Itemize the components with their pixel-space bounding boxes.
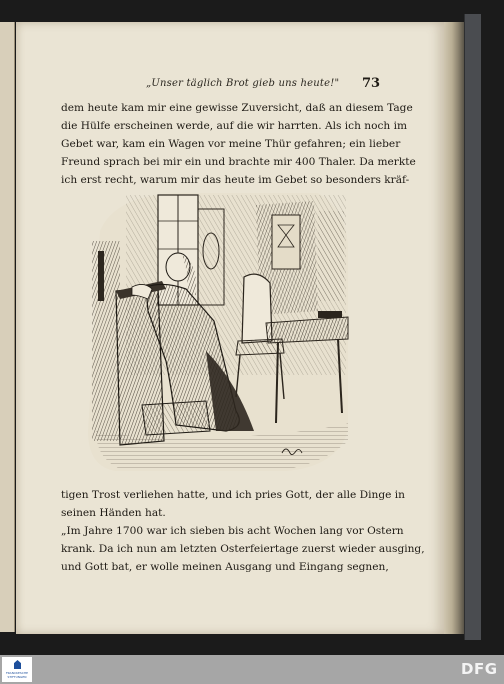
paragraph-top xyxy=(61,99,416,189)
running-head: „Unser täglich Brot gieb uns heute!" xyxy=(146,78,340,89)
text-line: und Gott bat, er wolle meinen Ausgang und Eingang segnen, xyxy=(61,561,389,573)
book-cover xyxy=(464,14,481,640)
text-line: Gebet war, kam ein Wagen vor meine Thür gefahren; ein lieber xyxy=(61,138,401,150)
text-line: dem heute kam mir eine gewisse Zuversicht, daß an diesem Tage xyxy=(61,102,413,114)
text-line: ich erst recht, warum mir das heute im Gebet so besonders kräf- xyxy=(61,174,410,186)
page-number: 73 xyxy=(362,76,381,91)
footer-bar xyxy=(0,655,504,684)
text-line: die Hülfe erscheinen werde, auf die wir harrten. Als ich noch im xyxy=(61,120,408,132)
paragraph-bottom xyxy=(61,486,425,576)
prayer-engraving xyxy=(86,191,352,473)
francke-logo-text: FRANCKESCHE STIFTUNGEN xyxy=(5,671,29,679)
previous-page-edge xyxy=(0,22,15,632)
francke-logo xyxy=(2,657,32,682)
page-stack-edge xyxy=(444,22,464,634)
text-line: tigen Trost verliehen hatte, und ich pries Gott, der alle Dinge in xyxy=(61,489,406,501)
text-line: „Im Jahre 1700 war ich sieben bis acht Wochen lang vor Ostern xyxy=(61,525,404,537)
dfg-logo: DFG xyxy=(461,660,498,678)
text-line: Freund sprach bei mir ein und brachte mir 400 Thaler. Da merkte xyxy=(61,156,416,168)
text-line: seinen Händen hat. xyxy=(61,507,166,519)
francke-emblem-icon xyxy=(14,660,21,669)
text-line: krank. Da ich nun am letzten Osterfeiertage zuerst wieder ausging, xyxy=(61,543,425,555)
